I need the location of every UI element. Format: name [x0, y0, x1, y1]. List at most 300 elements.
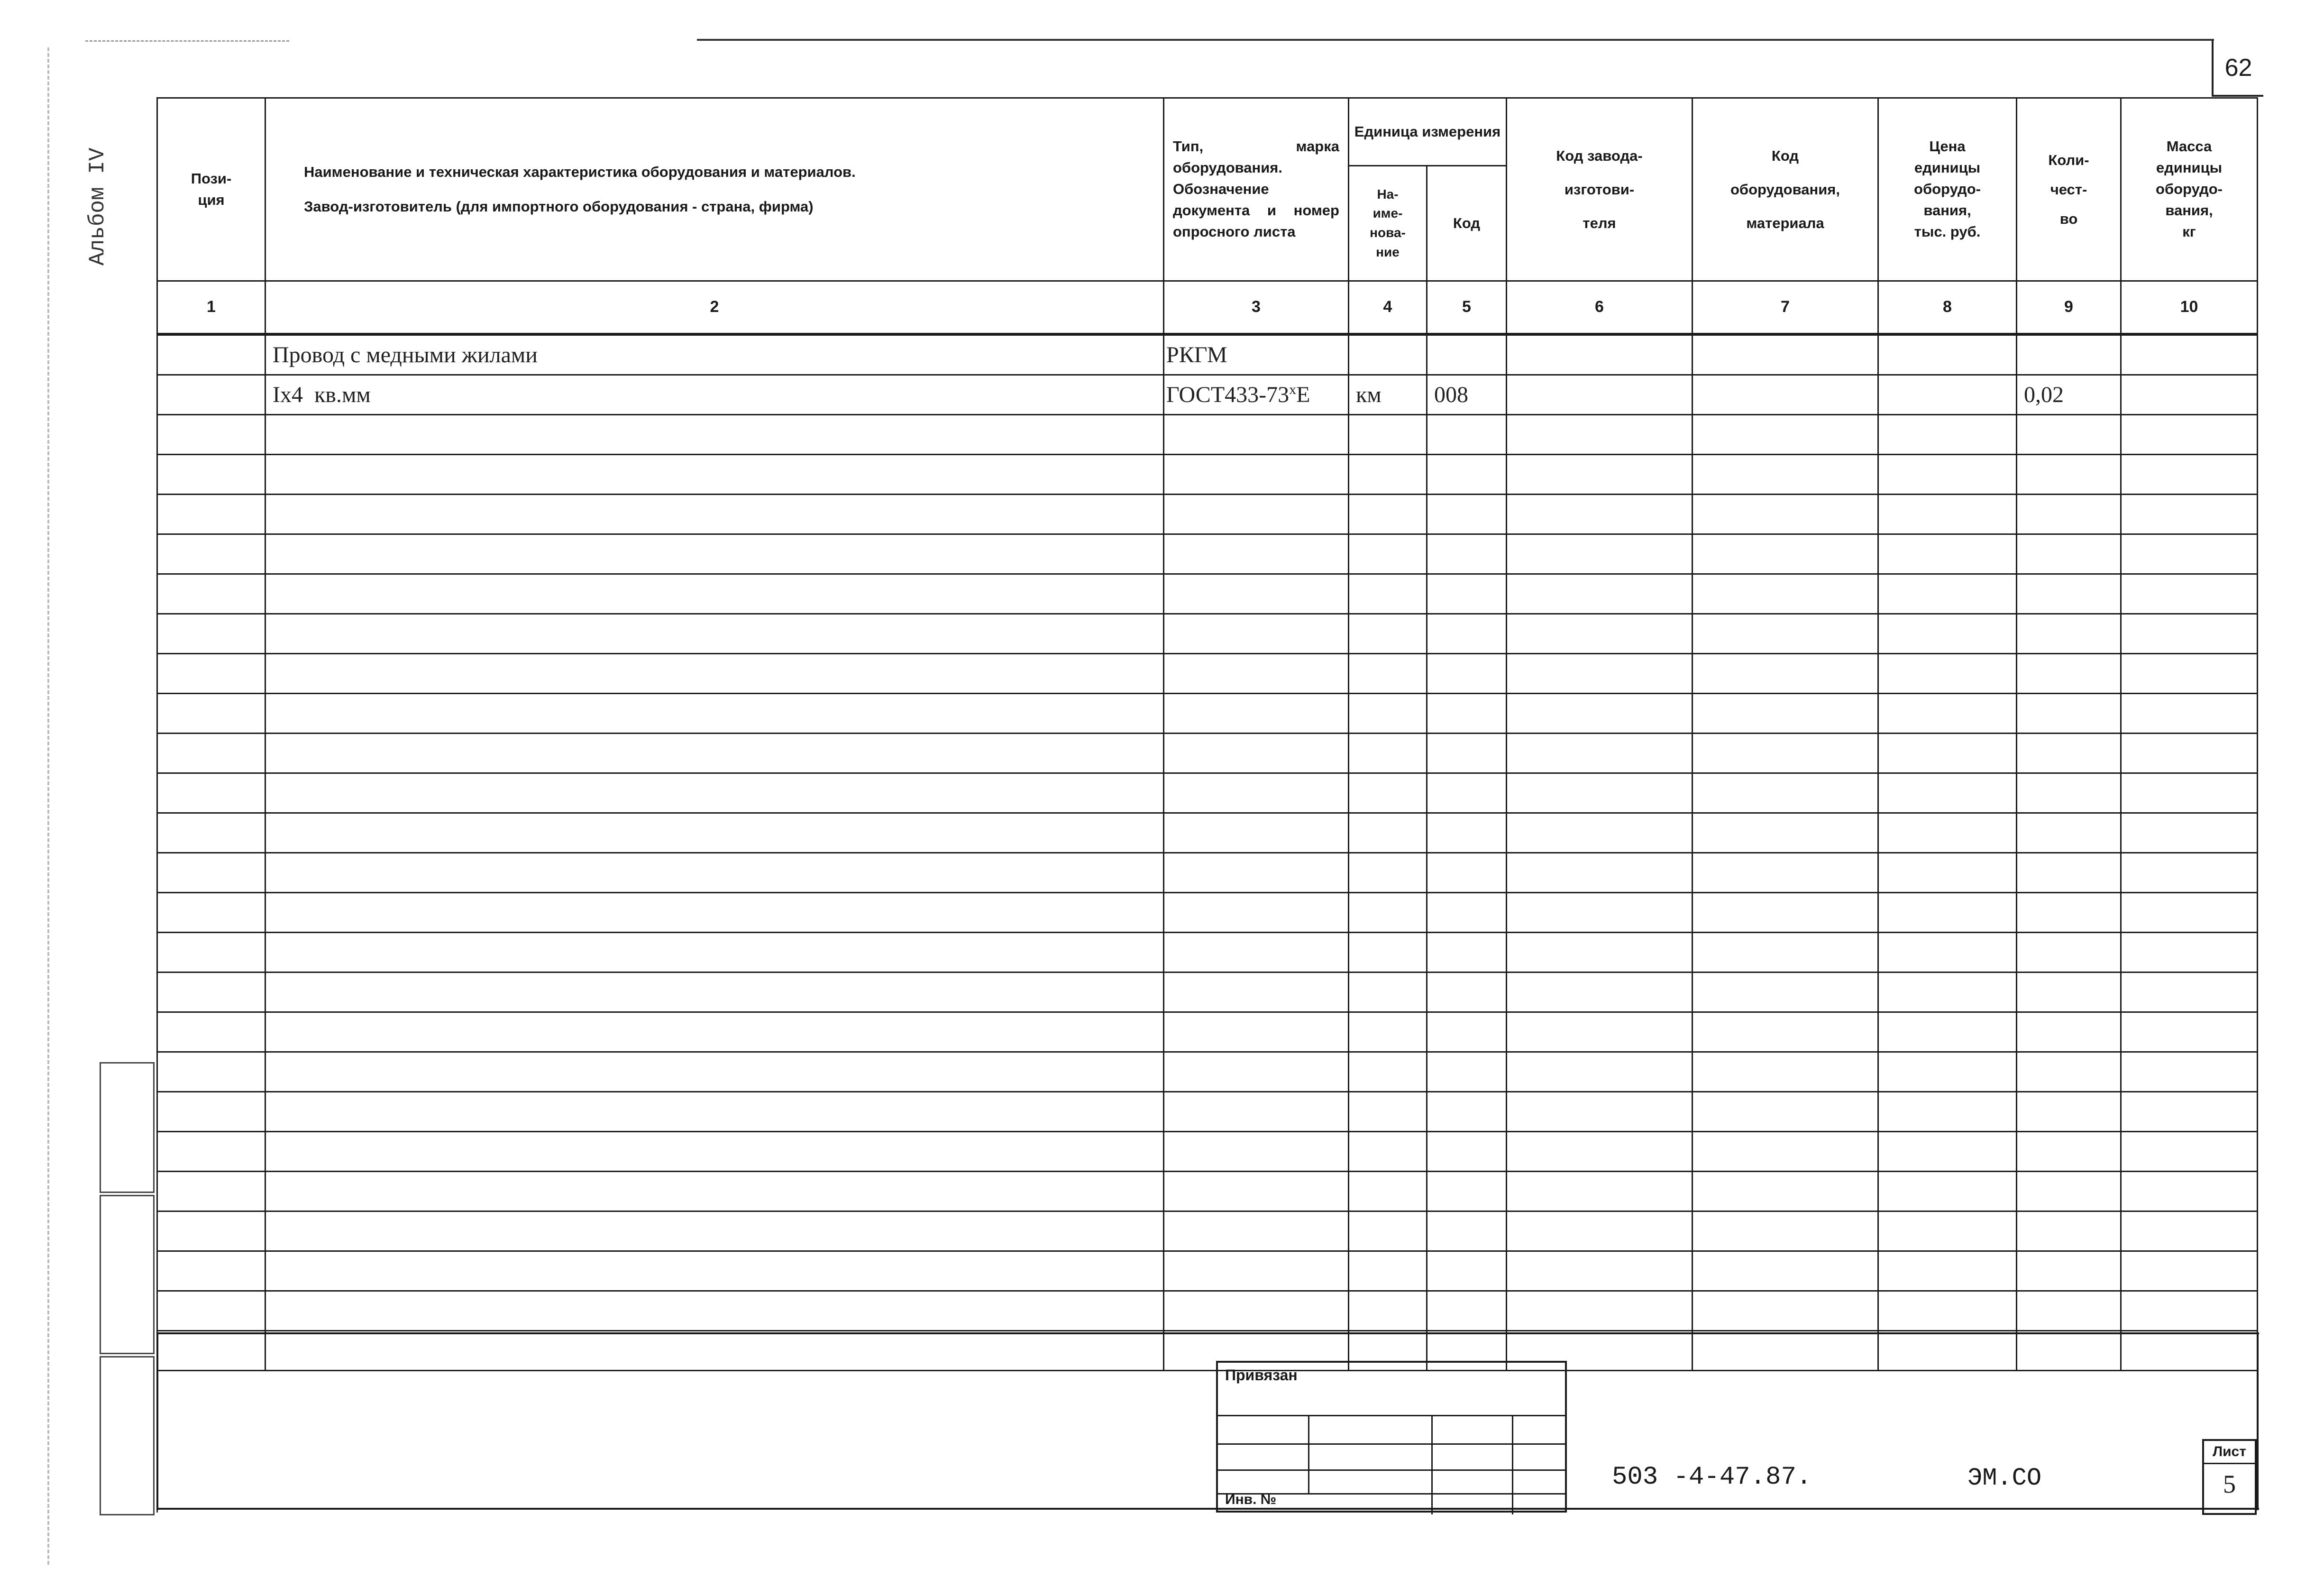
- cell-type-sup: х: [1289, 382, 1297, 397]
- column-number: 4: [1349, 281, 1427, 335]
- empty-cell: [265, 1211, 1164, 1251]
- cell-unit-code: [1427, 334, 1507, 375]
- empty-cell: [1693, 415, 1878, 455]
- empty-cell: [157, 1092, 265, 1132]
- empty-cell: [1349, 1052, 1427, 1092]
- empty-cell: [265, 1172, 1164, 1211]
- table-row-empty: [157, 773, 2258, 813]
- empty-cell: [1507, 813, 1693, 853]
- empty-cell: [1878, 933, 2017, 972]
- table-row-empty: [157, 654, 2258, 694]
- empty-cell: [1349, 574, 1427, 614]
- empty-cell: [1427, 1251, 1507, 1291]
- empty-cell: [1164, 1052, 1349, 1092]
- empty-cell: [2121, 933, 2258, 972]
- album-margin-label: Альбом IV: [85, 147, 110, 266]
- table-row-empty: [157, 933, 2258, 972]
- empty-cell: [1427, 1012, 1507, 1052]
- empty-cell: [157, 1251, 265, 1291]
- cell-name: Iх4 кв.мм: [265, 375, 1164, 415]
- empty-cell: [1427, 495, 1507, 534]
- empty-cell: [2121, 1052, 2258, 1092]
- empty-cell: [157, 813, 265, 853]
- empty-cell: [157, 574, 265, 614]
- column-number: 1: [157, 281, 265, 335]
- empty-cell: [1693, 933, 1878, 972]
- sheet-number: 5: [2223, 1470, 2236, 1498]
- empty-cell: [2121, 1132, 2258, 1172]
- empty-cell: [1349, 972, 1427, 1012]
- empty-cell: [1693, 773, 1878, 813]
- empty-cell: [157, 455, 265, 495]
- empty-cell: [1349, 813, 1427, 853]
- empty-cell: [1507, 694, 1693, 734]
- empty-cell: [265, 574, 1164, 614]
- empty-cell: [1878, 1291, 2017, 1331]
- empty-cell: [2121, 1251, 2258, 1291]
- empty-cell: [1164, 813, 1349, 853]
- document-code: 503 -4-47.87.: [1612, 1463, 1812, 1492]
- empty-cell: [1164, 1211, 1349, 1251]
- table-row-empty: [157, 694, 2258, 734]
- empty-cell: [157, 415, 265, 455]
- empty-cell: [1164, 1132, 1349, 1172]
- empty-cell: [2017, 1251, 2121, 1291]
- empty-cell: [1507, 893, 1693, 933]
- empty-cell: [1427, 614, 1507, 654]
- table-row-empty: [157, 455, 2258, 495]
- column-number: 2: [265, 281, 1164, 335]
- empty-cell: [1427, 1172, 1507, 1211]
- empty-cell: [1693, 614, 1878, 654]
- cell-mass: [2121, 334, 2258, 375]
- empty-cell: [1507, 614, 1693, 654]
- header-name-line2: Завод-изготовитель (для импортного оборудования - страна, фирма): [304, 198, 814, 215]
- cell-name: Провод с медными жилами: [265, 334, 1164, 375]
- empty-cell: [1507, 853, 1693, 893]
- empty-cell: [1507, 495, 1693, 534]
- empty-cell: [1349, 415, 1427, 455]
- cell-quantity: [2017, 334, 2121, 375]
- empty-cell: [1427, 734, 1507, 773]
- empty-cell: [1427, 694, 1507, 734]
- empty-cell: [1693, 1092, 1878, 1132]
- empty-cell: [157, 694, 265, 734]
- empty-cell: [1507, 1211, 1693, 1251]
- empty-cell: [2017, 415, 2121, 455]
- empty-cell: [2017, 1132, 2121, 1172]
- empty-cell: [1349, 734, 1427, 773]
- empty-cell: [2017, 1172, 2121, 1211]
- empty-cell: [265, 893, 1164, 933]
- empty-cell: [2121, 455, 2258, 495]
- empty-cell: [265, 1251, 1164, 1291]
- empty-cell: [265, 1012, 1164, 1052]
- empty-cell: [1693, 1331, 1878, 1371]
- cell-type: [1164, 375, 1349, 415]
- cell-type-text: ГОСТ433-73: [1166, 382, 1290, 407]
- empty-cell: [1878, 694, 2017, 734]
- empty-cell: [265, 534, 1164, 574]
- empty-cell: [157, 1052, 265, 1092]
- empty-cell: [2017, 773, 2121, 813]
- empty-cell: [1878, 972, 2017, 1012]
- empty-cell: [2017, 1092, 2121, 1132]
- empty-cell: [2121, 1172, 2258, 1211]
- bottom-rule: [156, 1508, 2259, 1510]
- empty-cell: [1164, 734, 1349, 773]
- empty-cell: [1427, 574, 1507, 614]
- empty-cell: [1427, 415, 1507, 455]
- empty-cell: [157, 495, 265, 534]
- empty-cell: [265, 734, 1164, 773]
- empty-cell: [2121, 694, 2258, 734]
- empty-cell: [265, 1132, 1164, 1172]
- empty-cell: [1164, 853, 1349, 893]
- empty-cell: [2121, 1211, 2258, 1251]
- empty-cell: [1693, 694, 1878, 734]
- header-quantity: Коли- чест- во: [2017, 98, 2121, 281]
- empty-cell: [2121, 495, 2258, 534]
- empty-cell: [1507, 933, 1693, 972]
- empty-cell: [1693, 893, 1878, 933]
- empty-cell: [1878, 1052, 2017, 1092]
- empty-cell: [2017, 534, 2121, 574]
- empty-cell: [2017, 734, 2121, 773]
- title-block-right-rule: [2257, 1332, 2259, 1510]
- header-factory-code: Код завода- изготови- теля: [1507, 98, 1693, 281]
- top-rule-fragment: [85, 40, 289, 42]
- table-row-empty: [157, 574, 2258, 614]
- empty-cell: [1507, 534, 1693, 574]
- column-number: 9: [2017, 281, 2121, 335]
- empty-cell: [1878, 1092, 2017, 1132]
- cell-quantity: 0,02: [2017, 375, 2121, 415]
- empty-cell: [1878, 455, 2017, 495]
- empty-cell: [2121, 1012, 2258, 1052]
- empty-cell: [2121, 574, 2258, 614]
- cell-equipment-code: [1693, 375, 1878, 415]
- empty-cell: [157, 614, 265, 654]
- empty-cell: [1507, 1052, 1693, 1092]
- empty-cell: [157, 933, 265, 972]
- column-number: 5: [1427, 281, 1507, 335]
- table-row-empty: [157, 972, 2258, 1012]
- table-row-empty: [157, 1331, 2258, 1371]
- empty-cell: [2017, 1291, 2121, 1331]
- page-number: 62: [2212, 40, 2263, 97]
- empty-cell: [265, 495, 1164, 534]
- cell-mass: [2121, 375, 2258, 415]
- empty-cell: [1693, 1012, 1878, 1052]
- empty-cell: [1164, 933, 1349, 972]
- empty-cell: [2017, 853, 2121, 893]
- table-row-empty: [157, 1251, 2258, 1291]
- empty-cell: [1878, 1172, 2017, 1211]
- empty-cell: [1349, 455, 1427, 495]
- empty-cell: [1164, 1012, 1349, 1052]
- empty-cell: [1507, 1251, 1693, 1291]
- empty-cell: [265, 933, 1164, 972]
- cell-unit-code: 008: [1427, 375, 1507, 415]
- header-price: Цена единицы оборудо- вания, тыс. руб.: [1878, 98, 2017, 281]
- empty-cell: [2121, 1331, 2258, 1371]
- empty-cell: [2017, 813, 2121, 853]
- empty-cell: [265, 773, 1164, 813]
- table-row: [157, 375, 2258, 415]
- table-row-empty: [157, 614, 2258, 654]
- empty-cell: [1507, 1172, 1693, 1211]
- cell-equipment-code: [1693, 334, 1878, 375]
- empty-cell: [2017, 1211, 2121, 1251]
- empty-cell: [1878, 495, 2017, 534]
- inventory-number-label: Инв. №: [1225, 1492, 1277, 1507]
- empty-cell: [2017, 614, 2121, 654]
- cell-position: [157, 334, 265, 375]
- empty-cell: [1164, 415, 1349, 455]
- empty-cell: [2121, 614, 2258, 654]
- empty-cell: [1164, 1172, 1349, 1211]
- table-row-empty: [157, 1012, 2258, 1052]
- empty-cell: [1878, 1132, 2017, 1172]
- empty-cell: [157, 734, 265, 773]
- empty-cell: [2121, 773, 2258, 813]
- empty-cell: [1693, 734, 1878, 773]
- empty-cell: [1507, 574, 1693, 614]
- side-approval-stamp: [90, 1062, 158, 1513]
- empty-cell: [1427, 1092, 1507, 1132]
- empty-cell: [1164, 1291, 1349, 1331]
- empty-cell: [2017, 1012, 2121, 1052]
- empty-cell: [2017, 495, 2121, 534]
- header-name: [265, 98, 1164, 281]
- empty-cell: [1349, 933, 1427, 972]
- empty-cell: [2121, 1092, 2258, 1132]
- empty-cell: [1693, 534, 1878, 574]
- cell-position: [157, 375, 265, 415]
- column-number: 3: [1164, 281, 1349, 335]
- empty-cell: [1349, 893, 1427, 933]
- empty-cell: [1878, 893, 2017, 933]
- empty-cell: [1878, 1251, 2017, 1291]
- table-row-empty: [157, 1052, 2258, 1092]
- empty-cell: [1507, 1291, 1693, 1331]
- empty-cell: [1349, 1132, 1427, 1172]
- empty-cell: [1507, 1012, 1693, 1052]
- empty-cell: [1507, 734, 1693, 773]
- empty-cell: [2121, 734, 2258, 773]
- empty-cell: [265, 654, 1164, 694]
- empty-cell: [1427, 455, 1507, 495]
- empty-cell: [2017, 455, 2121, 495]
- empty-cell: [2017, 1052, 2121, 1092]
- sheet-label: Лист: [2204, 1441, 2255, 1464]
- table-row-empty: [157, 1291, 2258, 1331]
- empty-cell: [1693, 1172, 1878, 1211]
- empty-cell: [1693, 495, 1878, 534]
- empty-cell: [1349, 1092, 1427, 1132]
- header-equipment-code: Код оборудования, материала: [1693, 98, 1878, 281]
- empty-cell: [2121, 534, 2258, 574]
- empty-cell: [265, 455, 1164, 495]
- empty-cell: [2017, 654, 2121, 694]
- empty-cell: [1507, 415, 1693, 455]
- empty-cell: [1427, 1291, 1507, 1331]
- table-row-empty: [157, 415, 2258, 455]
- empty-cell: [1349, 1291, 1427, 1331]
- empty-cell: [1349, 534, 1427, 574]
- empty-cell: [1878, 813, 2017, 853]
- empty-cell: [1427, 972, 1507, 1012]
- stamp-rule: [1512, 1415, 1513, 1514]
- empty-cell: [2017, 1331, 2121, 1371]
- empty-cell: [265, 1052, 1164, 1092]
- empty-cell: [1164, 1092, 1349, 1132]
- empty-cell: [157, 1172, 265, 1211]
- empty-cell: [1427, 853, 1507, 893]
- header-mass: Масса единицы оборудо- вания, кг: [2121, 98, 2258, 281]
- empty-cell: [1878, 853, 2017, 893]
- empty-cell: [1878, 1211, 2017, 1251]
- empty-cell: [1693, 1211, 1878, 1251]
- empty-cell: [1164, 455, 1349, 495]
- empty-cell: [1427, 893, 1507, 933]
- bound-label: Привязан: [1225, 1367, 1298, 1384]
- header-unit-name: На- име- нова- ние: [1349, 166, 1427, 281]
- empty-cell: [1693, 1132, 1878, 1172]
- title-block-left-rule: [156, 1332, 158, 1510]
- empty-cell: [157, 1012, 265, 1052]
- empty-cell: [1164, 1251, 1349, 1291]
- title-block-top-rule: [156, 1332, 2259, 1334]
- column-number: 8: [1878, 281, 2017, 335]
- empty-cell: [1878, 734, 2017, 773]
- cell-factory-code: [1507, 375, 1693, 415]
- empty-cell: [2017, 972, 2121, 1012]
- cell-price: [1878, 334, 2017, 375]
- empty-cell: [1164, 654, 1349, 694]
- empty-cell: [2121, 972, 2258, 1012]
- empty-cell: [1164, 893, 1349, 933]
- table-row-empty: [157, 495, 2258, 534]
- empty-cell: [1878, 614, 2017, 654]
- empty-cell: [265, 1291, 1164, 1331]
- empty-cell: [1427, 933, 1507, 972]
- cell-price: [1878, 375, 2017, 415]
- empty-cell: [157, 534, 265, 574]
- empty-cell: [1427, 773, 1507, 813]
- cell-type-suffix: Е: [1296, 382, 1310, 407]
- empty-cell: [1693, 455, 1878, 495]
- cell-unit-name: км: [1349, 375, 1427, 415]
- column-number: 6: [1507, 281, 1693, 335]
- header-unit-code: Код: [1427, 166, 1507, 281]
- table-row-empty: [157, 1132, 2258, 1172]
- empty-cell: [2121, 415, 2258, 455]
- empty-cell: [265, 1092, 1164, 1132]
- document-suffix: ЭМ.СО: [1967, 1464, 2042, 1492]
- table-row: [157, 334, 2258, 375]
- table-row-empty: [157, 893, 2258, 933]
- empty-cell: [1164, 972, 1349, 1012]
- empty-cell: [1878, 1012, 2017, 1052]
- empty-cell: [157, 1331, 265, 1371]
- empty-cell: [1349, 654, 1427, 694]
- empty-cell: [1349, 1012, 1427, 1052]
- side-stamp-box: [100, 1062, 155, 1193]
- side-stamp-box: [100, 1356, 155, 1515]
- empty-cell: [1349, 694, 1427, 734]
- empty-cell: [1349, 1172, 1427, 1211]
- empty-cell: [1427, 813, 1507, 853]
- empty-cell: [1349, 614, 1427, 654]
- empty-cell: [1427, 1052, 1507, 1092]
- empty-cell: [1349, 1251, 1427, 1291]
- empty-cell: [157, 1291, 265, 1331]
- empty-cell: [1878, 654, 2017, 694]
- table-row-empty: [157, 1172, 2258, 1211]
- empty-cell: [1507, 1132, 1693, 1172]
- empty-cell: [2017, 933, 2121, 972]
- empty-cell: [265, 415, 1164, 455]
- empty-cell: [157, 654, 265, 694]
- empty-cell: [2017, 574, 2121, 614]
- empty-cell: [157, 773, 265, 813]
- empty-cell: [1164, 773, 1349, 813]
- empty-cell: [265, 1331, 1164, 1371]
- empty-cell: [157, 893, 265, 933]
- empty-cell: [1693, 972, 1878, 1012]
- empty-cell: [1878, 1331, 2017, 1371]
- empty-cell: [157, 1211, 265, 1251]
- empty-cell: [1878, 415, 2017, 455]
- empty-cell: [2121, 654, 2258, 694]
- table-row-empty: [157, 734, 2258, 773]
- empty-cell: [265, 813, 1164, 853]
- specification-table: [156, 97, 2258, 1371]
- table-row-empty: [157, 853, 2258, 893]
- empty-cell: [2017, 893, 2121, 933]
- empty-cell: [1507, 455, 1693, 495]
- empty-cell: [1349, 495, 1427, 534]
- column-number-row: [157, 281, 2258, 335]
- column-number: 7: [1693, 281, 1878, 335]
- cell-unit-name: [1349, 334, 1427, 375]
- table-row-empty: [157, 1092, 2258, 1132]
- empty-cell: [1878, 773, 2017, 813]
- empty-cell: [1349, 853, 1427, 893]
- empty-cell: [2121, 813, 2258, 853]
- stamp-rule: [1308, 1415, 1309, 1493]
- empty-cell: [157, 1132, 265, 1172]
- empty-cell: [1427, 1132, 1507, 1172]
- empty-cell: [1693, 813, 1878, 853]
- empty-cell: [1164, 495, 1349, 534]
- empty-cell: [265, 694, 1164, 734]
- table-row-empty: [157, 1211, 2258, 1251]
- empty-cell: [1164, 574, 1349, 614]
- column-number: 10: [2121, 281, 2258, 335]
- page-edge-dashed: [47, 47, 49, 1565]
- empty-cell: [1507, 972, 1693, 1012]
- empty-cell: [1878, 574, 2017, 614]
- empty-cell: [265, 614, 1164, 654]
- cell-factory-code: [1507, 334, 1693, 375]
- empty-cell: [1693, 853, 1878, 893]
- empty-cell: [1427, 534, 1507, 574]
- empty-cell: [1349, 1211, 1427, 1251]
- top-rule: [697, 39, 2214, 41]
